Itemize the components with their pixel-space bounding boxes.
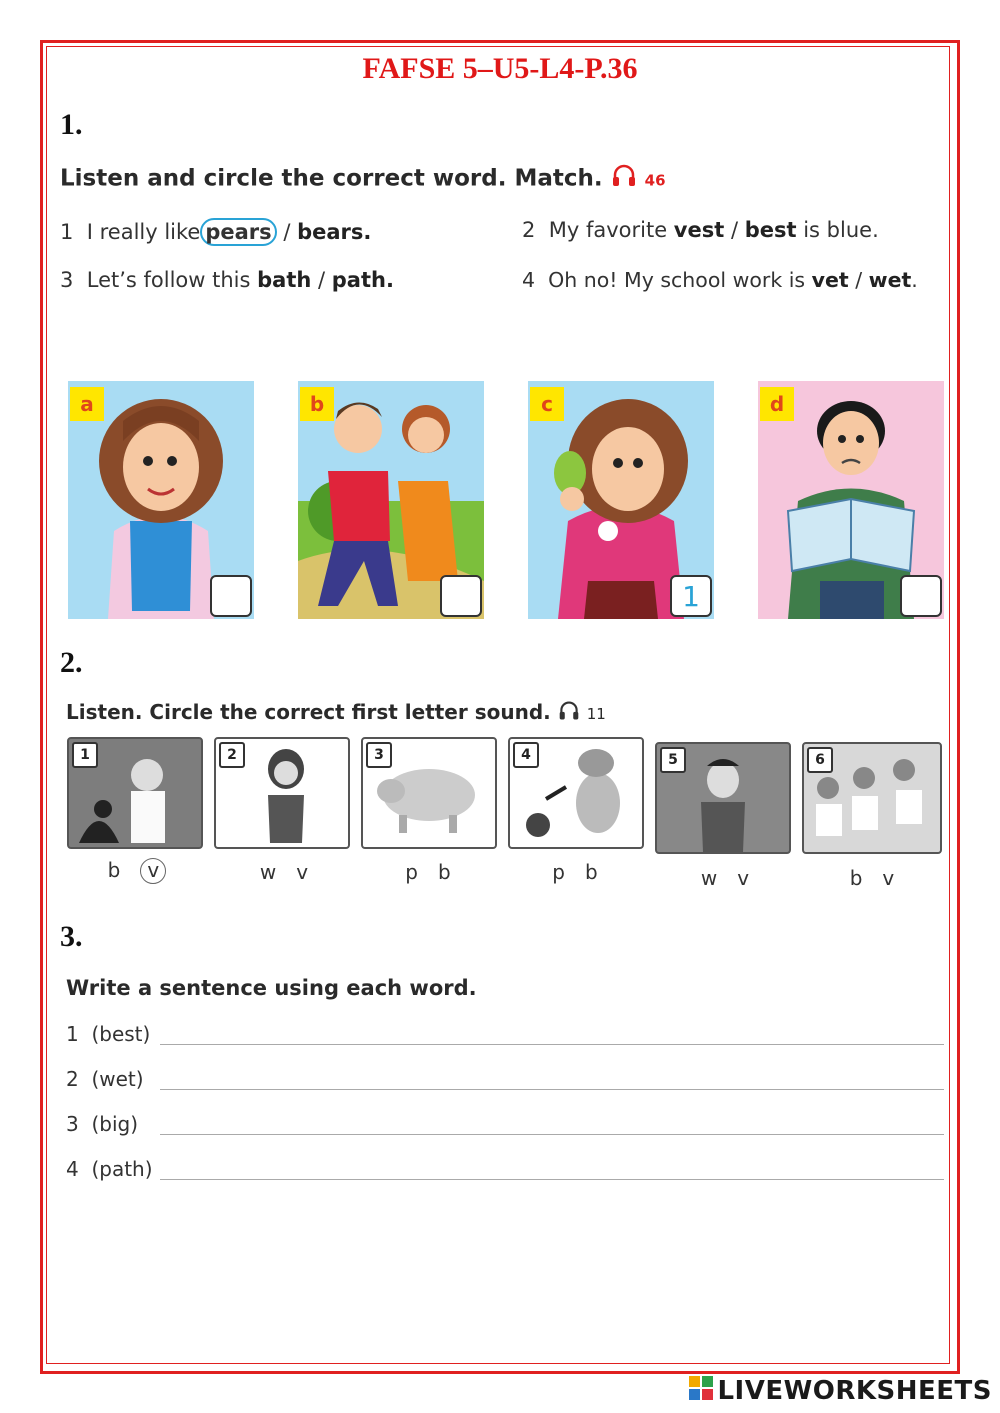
picture-c-answer-box[interactable]: 1	[670, 575, 712, 617]
picture-a-label: a	[70, 387, 104, 421]
option-word[interactable]: vest	[673, 218, 725, 242]
letter-option[interactable]: p	[552, 860, 565, 884]
sound-picture-5-number: 5	[660, 747, 686, 773]
sound-choice-2	[214, 860, 354, 884]
write-line-1[interactable]	[160, 1044, 944, 1045]
picture-d-boy-wet-book	[758, 381, 944, 619]
sound-picture-6-children-papers	[802, 742, 942, 854]
sound-picture-2-number: 2	[219, 742, 245, 768]
sound-picture-3-number: 3	[366, 742, 392, 768]
letter-option[interactable]: p	[405, 860, 418, 884]
track-number: 46	[644, 171, 666, 190]
sound-picture-6-number: 6	[807, 747, 833, 773]
letter-option[interactable]: b	[438, 860, 451, 884]
option-word[interactable]: vet	[811, 268, 849, 292]
liveworksheets-logo-icon	[689, 1376, 713, 1407]
letter-option[interactable]: b	[585, 860, 598, 884]
letter-option[interactable]: v	[296, 860, 309, 884]
page-title: FAFSE 5–U5-L4-P.36	[362, 52, 638, 85]
section-3-instruction: Write a sentence using each word.	[66, 976, 477, 1000]
letter-option[interactable]: w	[259, 860, 277, 884]
option-word[interactable]: path	[331, 268, 386, 292]
section-2-instruction: Listen. Circle the correct first letter sound. 11	[66, 700, 606, 727]
picture-a-woman-vest	[68, 381, 254, 619]
letter-option[interactable]: v	[882, 866, 895, 890]
track-number: 11	[586, 705, 606, 723]
picture-a-answer-box[interactable]	[210, 575, 252, 617]
sentence-4: 4 Oh no! My school work is vet / wet.	[522, 268, 918, 292]
sound-picture-2-woman-vest	[214, 737, 350, 849]
option-word[interactable]: wet	[868, 268, 912, 292]
sound-picture-4-number: 4	[513, 742, 539, 768]
sentence-2: 2 My favorite vest / best is blue.	[522, 218, 879, 242]
section-1-number: 1.	[60, 108, 83, 141]
letter-option[interactable]: b	[107, 858, 121, 882]
sound-choice-6	[802, 866, 942, 890]
picture-d-answer-box[interactable]	[900, 575, 942, 617]
sound-picture-1-vet-cat	[67, 737, 203, 849]
write-line-3[interactable]	[160, 1134, 944, 1135]
letter-option[interactable]: b	[849, 866, 863, 890]
section-1-instruction: Listen and circle the correct word. Match. 46	[60, 163, 666, 195]
option-word[interactable]: bath	[257, 268, 312, 292]
sentence-3: 3 Let’s follow this bath / path.	[60, 268, 394, 292]
write-line-4[interactable]	[160, 1179, 944, 1180]
headphones-icon	[558, 700, 580, 727]
sound-choice-5	[655, 866, 795, 890]
picture-d-label: d	[760, 387, 794, 421]
sound-choice-4	[505, 860, 645, 884]
write-line-2[interactable]	[160, 1089, 944, 1090]
sound-picture-3-pig	[361, 737, 497, 849]
sound-choice-1	[67, 858, 207, 884]
letter-option[interactable]: w	[700, 866, 718, 890]
circled-answer[interactable]: pears	[200, 218, 276, 246]
write-item-1-label: 1 (best)	[66, 1022, 151, 1046]
picture-c-label: c	[530, 387, 564, 421]
sound-picture-4-dogs	[508, 737, 644, 849]
picture-b-answer-box[interactable]	[440, 575, 482, 617]
letter-option[interactable]: v	[737, 866, 750, 890]
picture-b-couple-walking	[298, 381, 484, 619]
circled-letter-option[interactable]: v	[140, 858, 166, 884]
write-item-3-label: 3 (big)	[66, 1112, 139, 1136]
section-3-number: 3.	[60, 920, 83, 953]
headphones-icon	[611, 163, 637, 195]
option-word[interactable]: bears	[297, 220, 364, 244]
liveworksheets-logo: LIVEWORKSHEETS	[689, 1376, 992, 1407]
option-word[interactable]: best	[744, 218, 797, 242]
write-item-2-label: 2 (wet)	[66, 1067, 144, 1091]
sound-picture-5-boy-rain	[655, 742, 791, 854]
write-item-4-label: 4 (path)	[66, 1157, 153, 1181]
sound-picture-1-number: 1	[72, 742, 98, 768]
section-2-number: 2.	[60, 646, 83, 679]
picture-b-label: b	[300, 387, 334, 421]
sound-choice-3	[358, 860, 498, 884]
picture-c-girl-pear	[528, 381, 714, 619]
sentence-1: 1 I really like pears / bears.	[60, 220, 372, 244]
